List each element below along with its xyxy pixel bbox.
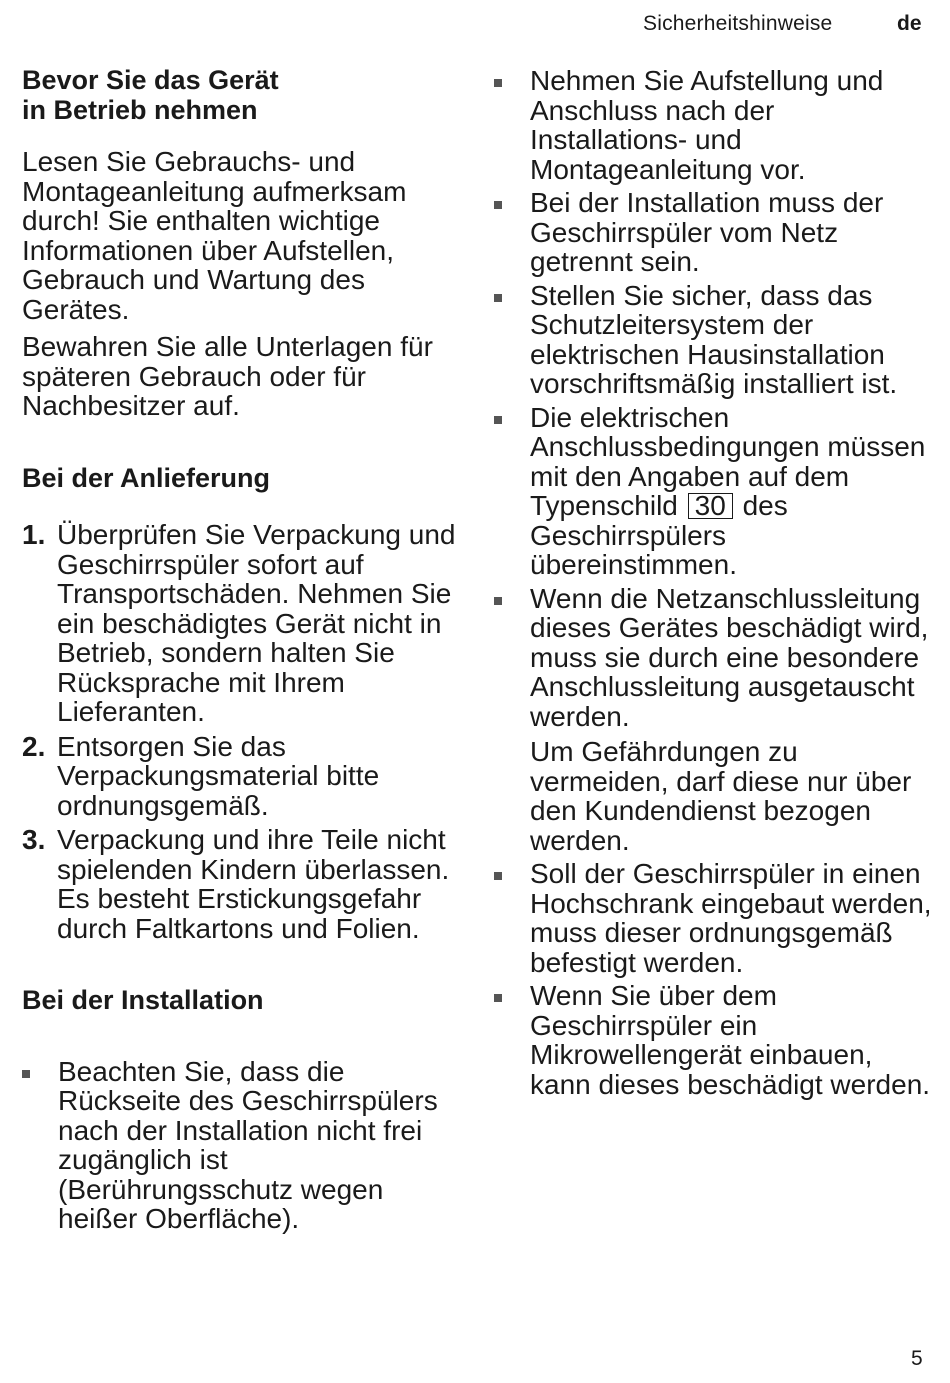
list-item <box>22 732 462 821</box>
heading-before-use: Bevor Sie das Gerät in Betrieb nehmen <box>22 65 279 125</box>
installation-bullets-right <box>494 66 934 1099</box>
step-text: Entsorgen Sie das Verpackungsmaterial bitte ordnungsgemäß. <box>57 730 380 821</box>
step-text: Überprüfen Sie Verpackung und Geschirrspüler sofort auf Transportschäden. Nehmen Sie ein beschädigtes Gerät nicht in Betrieb, sondern halten Sie Rücksprache mit Ihrem Lieferanten. <box>57 519 456 727</box>
square-bullet-icon <box>494 416 502 424</box>
list-item <box>22 1057 462 1234</box>
page-number: 5 <box>911 1347 923 1370</box>
square-bullet-icon <box>494 872 502 880</box>
left-column <box>22 66 462 1238</box>
step-text: Verpackung und ihre Teile nicht spielenden Kindern überlassen. Es besteht Erstickungsgefahr durch Faltkartons und Folien. <box>57 824 450 944</box>
step-number: 1. <box>22 519 46 550</box>
installation-bullets-left <box>22 1057 462 1234</box>
square-bullet-icon <box>494 79 502 87</box>
bullet-sub-paragraph: Um Gefährdungen zu vermeiden, darf diese nur über den Kundendienst bezogen werden. <box>530 736 912 856</box>
square-bullet-icon <box>494 597 502 605</box>
bullet-text: Beachten Sie, dass die Rückseite des Geschirrspülers nach der Installation nicht frei zugänglich ist (Berührungsschutz wegen heißer Oberfläche). <box>58 1055 438 1234</box>
list-item <box>22 520 462 727</box>
language-code: de <box>897 12 922 35</box>
bullet-text: Wenn Sie über dem Geschirrspüler ein Mikrowellengerät einbauen, kann dieses beschädigt werden. <box>530 980 931 1100</box>
running-header-section: Sicherheitshinweise <box>643 12 833 35</box>
square-bullet-icon <box>494 994 502 1002</box>
bullet-text: des Geschirrspülers übereinstimmen. <box>530 490 788 580</box>
list-item <box>494 859 934 977</box>
keep-documents-paragraph: Bewahren Sie alle Unterlagen für späteren Gebrauch oder für Nachbesitzer auf. <box>22 331 433 421</box>
bullet-text: Bei der Installation muss der Geschirrspüler vom Netz getrennt sein. <box>530 187 884 277</box>
step-number: 3. <box>22 824 46 855</box>
list-item <box>22 825 462 943</box>
list-item <box>494 584 934 856</box>
intro-paragraph: Lesen Sie Gebrauchs- und Montageanleitung aufmerksam durch! Sie enthalten wichtige Informationen über Aufstellen, Gebrauch und Wartung des Gerätes. <box>22 146 407 325</box>
list-item <box>494 981 934 1099</box>
list-item <box>494 66 934 184</box>
bullet-text: Nehmen Sie Aufstellung und Anschluss nach der Installations- und Montageanleitung vor. <box>530 65 884 185</box>
list-item <box>494 403 934 580</box>
bullet-text: Stellen Sie sicher, dass das Schutzleitersystem der elektrischen Hausinstallation vorschriftsmäßig installiert ist. <box>530 279 898 399</box>
square-bullet-icon <box>22 1070 30 1078</box>
list-item <box>494 188 934 277</box>
bullet-text: Wenn die Netzanschlussleitung dieses Gerätes beschädigt wird, muss sie durch eine besondere Anschlussleitung ausgetauscht werden. <box>530 582 929 732</box>
heading-installation: Bei der Installation <box>22 985 264 1015</box>
bullet-text: Soll der Geschirrspüler in einen Hochschrank eingebaut werden, muss dieser ordnungsgemäß befestigt werden. <box>530 858 932 978</box>
square-bullet-icon <box>494 294 502 302</box>
delivery-steps <box>22 520 462 943</box>
square-bullet-icon <box>494 201 502 209</box>
list-item <box>494 281 934 399</box>
heading-delivery: Bei der Anlieferung <box>22 462 271 493</box>
type-plate-reference: 30 <box>688 493 733 519</box>
right-column <box>494 66 934 1103</box>
step-number: 2. <box>22 730 46 762</box>
bullet-text: Die elektrischen Anschlussbedingungen müssen mit den Angaben auf dem Typenschild <box>530 401 926 521</box>
